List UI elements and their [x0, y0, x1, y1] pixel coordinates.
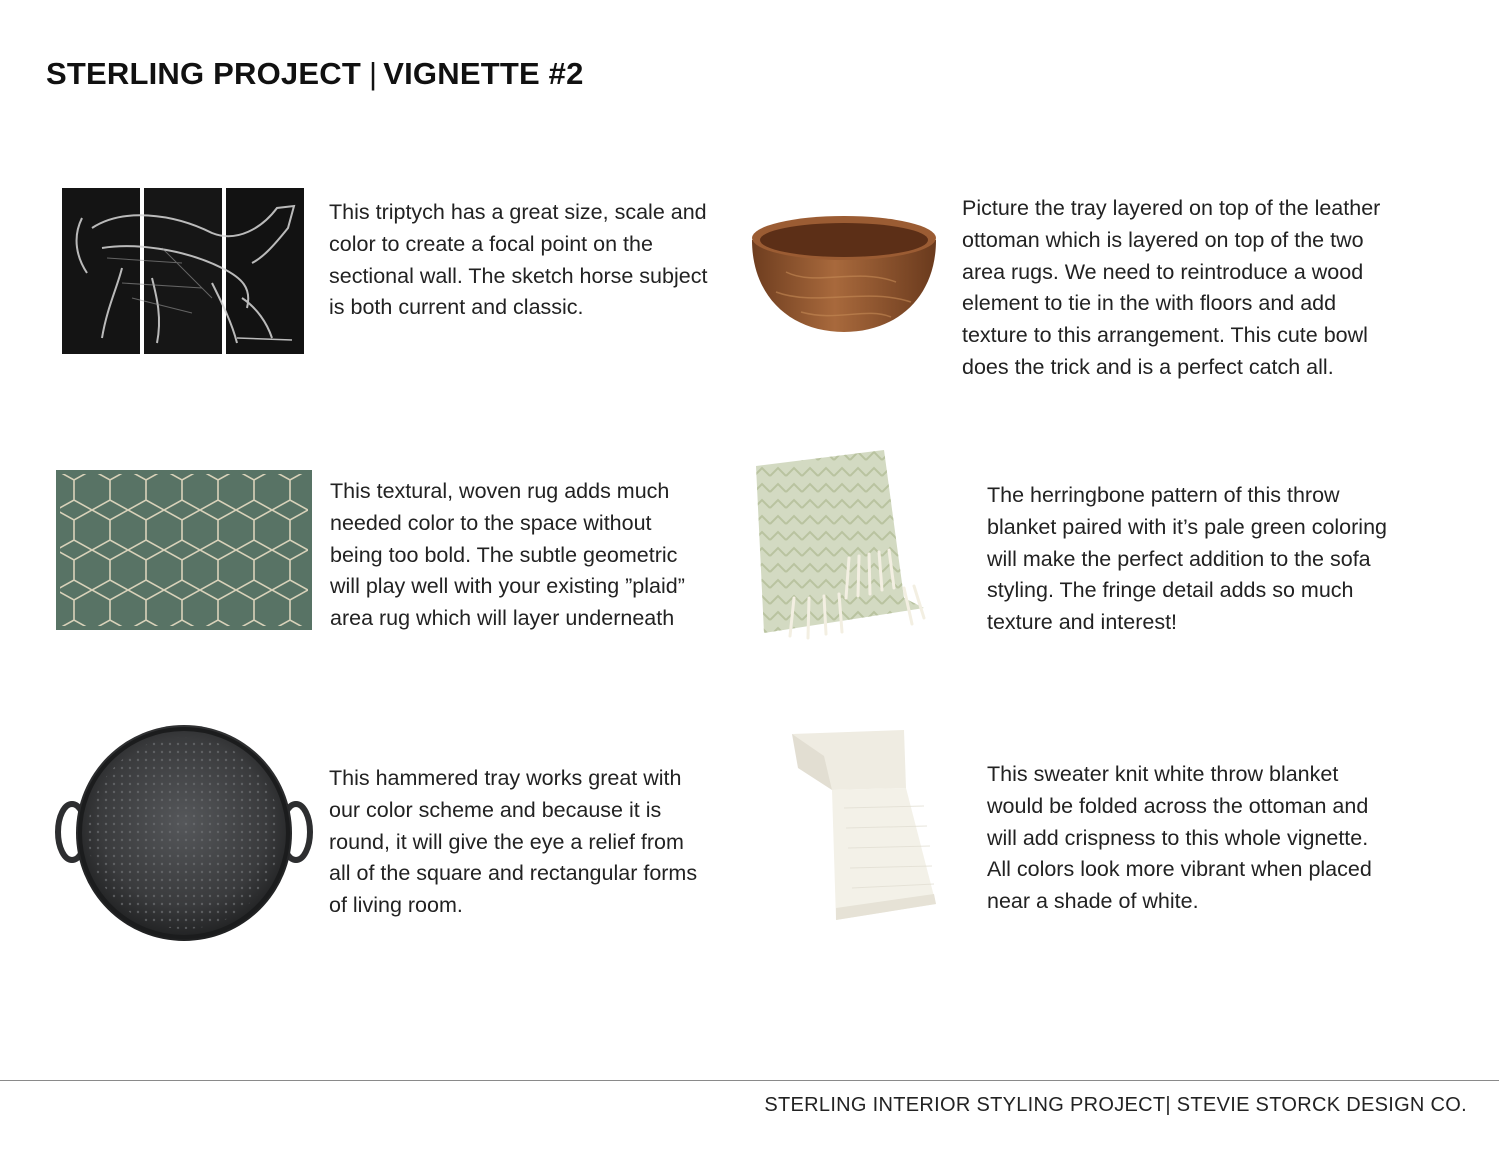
- description-line: round, it will give the eye a relief from: [329, 829, 684, 854]
- footer-divider: [0, 1080, 1499, 1081]
- description-line: sectional wall. The sketch horse subject: [329, 263, 708, 288]
- description-line: being too bold. The subtle geometric: [330, 542, 678, 567]
- description-line: The herringbone pattern of this throw: [987, 483, 1340, 507]
- green-woven-rug-image: [56, 470, 312, 630]
- description-line: is both current and classic.: [329, 295, 584, 320]
- wood-bowl-image: [746, 212, 942, 334]
- description-line: will add crispness to this whole vignette.: [987, 825, 1369, 850]
- description-line: All colors look more vibrant when placed: [987, 857, 1372, 882]
- description-line: texture and interest!: [987, 610, 1178, 635]
- description-line: color to create a focal point on the: [329, 231, 653, 256]
- description-line: area rugs. We need to reintroduce a wood: [962, 259, 1364, 284]
- item-description-rug: [330, 476, 685, 635]
- herringbone-throw-image: [754, 448, 930, 642]
- triptych-horse-art-image: [62, 188, 306, 356]
- description-line: This triptych has a great size, scale and: [329, 200, 707, 224]
- description-line: This sweater knit white throw blanket: [987, 762, 1339, 786]
- description-line: This hammered tray works great with: [329, 766, 682, 790]
- description-line: our color scheme and because it is: [329, 797, 662, 822]
- page-title: [46, 56, 584, 92]
- description-line: area rug which will layer underneath: [330, 606, 675, 631]
- description-line: will make the perfect addition to the sofa: [987, 546, 1371, 571]
- title-separator: |: [368, 56, 378, 91]
- description-line: near a shade of white.: [987, 889, 1199, 914]
- description-line: element to tie in the with floors and add: [962, 291, 1337, 316]
- description-line: would be folded across the ottoman and: [987, 793, 1369, 818]
- description-line: texture to this arrangement. This cute bowl: [962, 323, 1368, 348]
- description-line: does the trick and is a perfect catch all.: [962, 354, 1334, 379]
- description-line: of living room.: [329, 893, 463, 918]
- item-description-triptych: [329, 197, 707, 324]
- description-line: needed color to the space without: [330, 510, 652, 535]
- description-line: blanket paired with it’s pale green coloring: [987, 514, 1387, 539]
- item-description-herringbone-throw: [987, 480, 1387, 639]
- item-description-bowl: [962, 193, 1380, 384]
- item-description-white-throw: [987, 759, 1372, 918]
- white-knit-throw-image: [784, 728, 940, 924]
- item-description-tray: [329, 763, 697, 922]
- description-line: all of the square and rectangular forms: [329, 861, 698, 886]
- title-main: STERLING PROJECT: [46, 56, 361, 91]
- footer-text: STERLING INTERIOR STYLING PROJECT| STEVIE STORCK DESIGN CO.: [764, 1094, 1467, 1116]
- description-line: Picture the tray layered on top of the leather: [962, 196, 1381, 220]
- description-line: ottoman which is layered on top of the two: [962, 227, 1364, 252]
- title-sub: VIGNETTE #2: [383, 56, 584, 91]
- description-line: will play well with your existing ”plaid”: [330, 574, 685, 599]
- description-line: styling. The fringe detail adds so much: [987, 578, 1354, 603]
- hammered-tray-image: [54, 724, 314, 942]
- description-line: This textural, woven rug adds much: [330, 479, 670, 503]
